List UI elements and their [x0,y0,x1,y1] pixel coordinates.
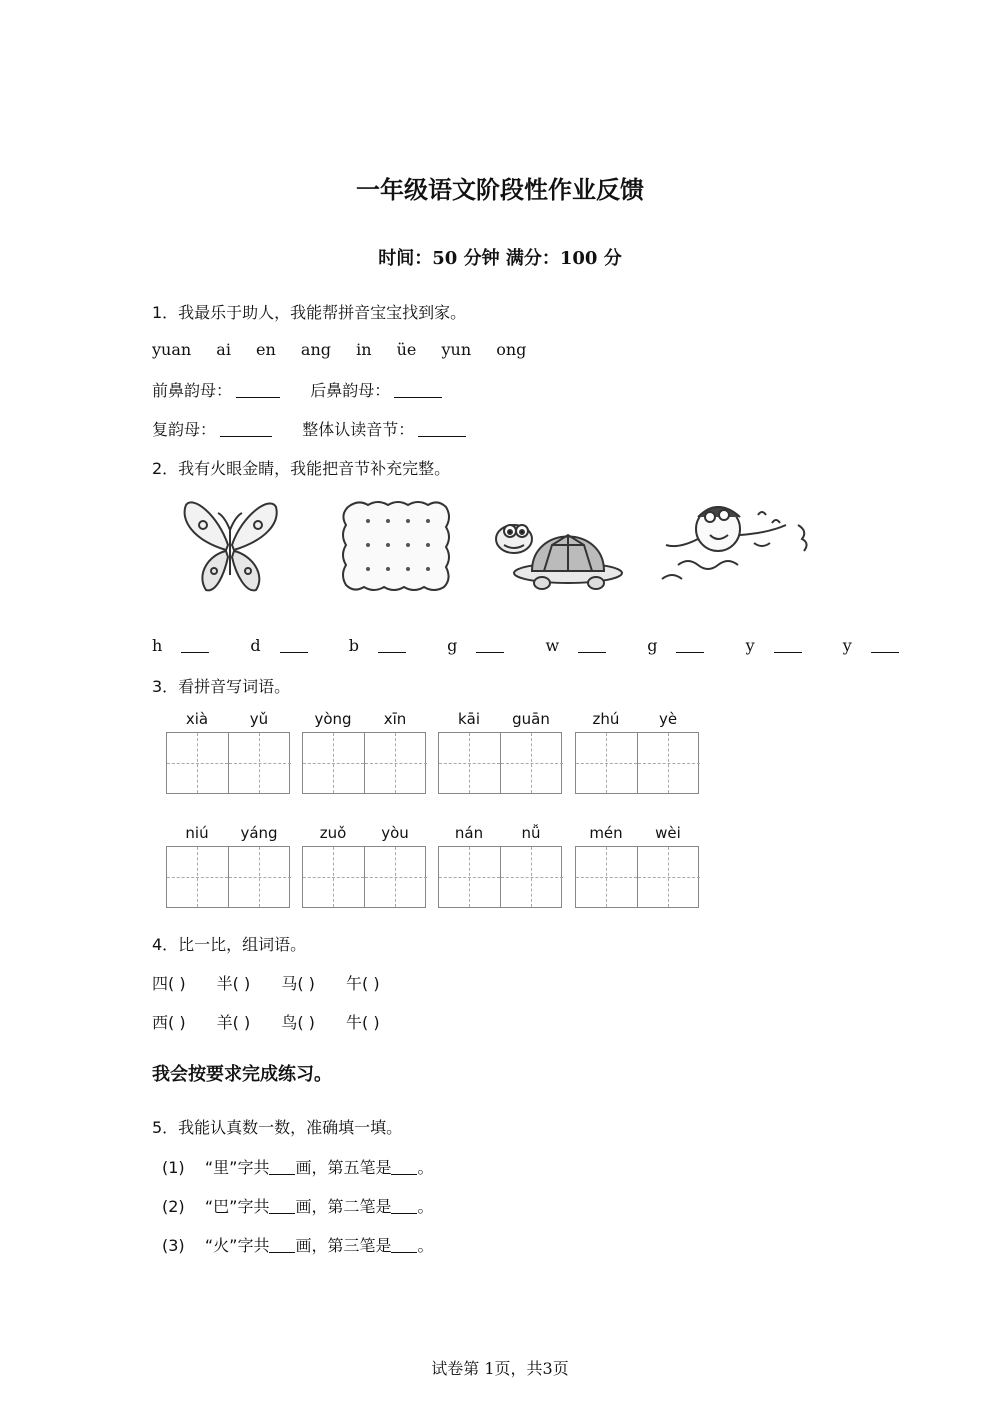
word-group-item[interactable]: 马( ) [281,974,315,993]
pinyin-label: kāi [457,710,481,728]
syllable-item: g [447,636,522,655]
back-nasal-label: 后鼻韵母： [310,381,391,400]
syllable-item: g [647,636,722,655]
pinyin-item: yuan [152,340,192,359]
writing-cell[interactable] [229,847,291,907]
syllable-item: y [843,636,917,655]
pinyin-label: guān [512,710,550,728]
item-text: “里”字共 [204,1158,270,1177]
syllable-blank[interactable] [280,638,308,653]
question-3-prompt: 3．看拼音写词语。 [152,677,291,696]
stroke-count-blank[interactable] [269,1236,295,1253]
pinyin-label: yòng [314,710,352,728]
syllable-item: h [152,636,227,655]
writing-cell[interactable] [303,847,365,907]
syllable-item: d [250,636,325,655]
pinyin-item: en [256,340,276,359]
writing-cell[interactable] [167,847,229,907]
writing-cell[interactable] [229,733,291,793]
writing-cell[interactable] [439,847,501,907]
item-number: (1) [162,1158,185,1177]
word-group-item[interactable]: 四( ) [152,974,186,993]
pinyin-label: xià [185,710,209,728]
syllable-blank[interactable] [774,638,802,653]
back-nasal-blank[interactable] [394,381,442,398]
stroke-blank[interactable] [391,1236,417,1253]
butterfly-icon [178,495,282,595]
compound-blank[interactable] [220,420,272,437]
pinyin-label: yǔ [249,710,269,728]
exam-info: 时间：50 分钟 满分：100 分 [378,248,622,269]
page-footer: 试卷第 1页，共3页 [431,1359,569,1378]
section-heading: 我会按要求完成练习。 [152,1064,332,1085]
pinyin-label: yáng [240,824,278,842]
whole-syllable-blank[interactable] [418,420,466,437]
page-title: 一年级语文阶段性作业反馈 [356,176,644,204]
pinyin-item: in [356,340,372,359]
syllable-item: y [746,636,820,655]
writing-cell[interactable] [501,847,563,907]
pinyin-label: nán [454,824,484,842]
question-2-prompt: 2．我有火眼金睛，我能把音节补充完整。 [152,459,451,478]
writing-cell[interactable] [638,733,700,793]
swimmer-icon [658,495,818,595]
pinyin-item: ai [216,340,231,359]
stroke-count-blank[interactable] [269,1197,295,1214]
q5-item-1: (1) “里”字共 画，第五笔是 。 [162,1158,434,1177]
item-text: 画，第二笔是 [295,1197,392,1216]
biscuit-icon [338,495,454,595]
nasal-row [152,378,442,401]
syllable-blank[interactable] [676,638,704,653]
item-text: “火”字共 [204,1236,270,1255]
syllable-item: b [349,636,424,655]
front-nasal-blank[interactable] [236,381,280,398]
writing-cell[interactable] [576,733,638,793]
word-group-item[interactable]: 午( ) [346,974,380,993]
stroke-blank[interactable] [391,1158,417,1175]
pinyin-item: yun [441,340,472,359]
writing-cell[interactable] [576,847,638,907]
writing-cell[interactable] [167,733,229,793]
pinyin-label: zuǒ [319,824,347,842]
pinyin-label: mén [589,824,623,842]
syllable-completion-row [152,636,935,655]
pinyin-item: ang [300,340,331,359]
question-4-prompt: 4．比一比，组词语。 [152,935,307,954]
turtle-icon [492,495,624,595]
syllable-blank[interactable] [476,638,504,653]
pinyin-label: yòu [381,824,409,842]
syllable-item: w [545,636,624,655]
item-text: 画，第五笔是 [295,1158,392,1177]
stroke-blank[interactable] [391,1197,417,1214]
syllable-blank[interactable] [871,638,899,653]
compare-row-2 [152,1010,406,1033]
pinyin-item: üe [396,340,417,359]
item-text: “巴”字共 [204,1197,270,1216]
writing-cell[interactable] [638,847,700,907]
compare-row-1 [152,971,406,994]
item-text: 画，第三笔是 [295,1236,392,1255]
word-group-item[interactable]: 羊( ) [216,1013,251,1032]
word-group-item[interactable]: 鸟( ) [281,1013,315,1032]
syllable-blank[interactable] [378,638,406,653]
writing-cell[interactable] [365,847,427,907]
pinyin-label: niú [185,824,209,842]
writing-cell[interactable] [439,733,501,793]
pinyin-label: wèi [655,824,681,842]
pinyin-list [152,340,546,359]
writing-cell[interactable] [501,733,563,793]
q5-item-2: (2) “巴”字共 画，第二笔是 。 [162,1197,434,1216]
item-number: (3) [162,1236,185,1255]
whole-syllable-label: 整体认读音节： [302,420,415,439]
item-number: (2) [162,1197,185,1216]
q5-item-3: (3) “火”字共 画，第三笔是 。 [162,1236,434,1255]
syllable-blank[interactable] [578,638,606,653]
pinyin-label: zhú [592,710,620,728]
syllable-blank[interactable] [181,638,209,653]
pinyin-label: yè [658,710,678,728]
pinyin-label: xīn [383,710,407,728]
stroke-count-blank[interactable] [269,1158,295,1175]
word-group-item[interactable]: 牛( ) [346,1013,380,1032]
writing-cell[interactable] [365,733,427,793]
compound-row [152,417,466,440]
word-group-item[interactable]: 半( ) [216,974,251,993]
front-nasal-label: 前鼻韵母： [152,381,233,400]
question-1-prompt: 1．我最乐于助人，我能帮拼音宝宝找到家。 [152,303,467,322]
writing-cell[interactable] [303,733,365,793]
word-group-item[interactable]: 西( ) [152,1013,186,1032]
question-5-prompt: 5．我能认真数一数，准确填一填。 [152,1118,403,1137]
pinyin-item: ong [496,340,527,359]
pinyin-label: nǚ [521,824,541,842]
compound-label: 复韵母： [152,420,217,439]
